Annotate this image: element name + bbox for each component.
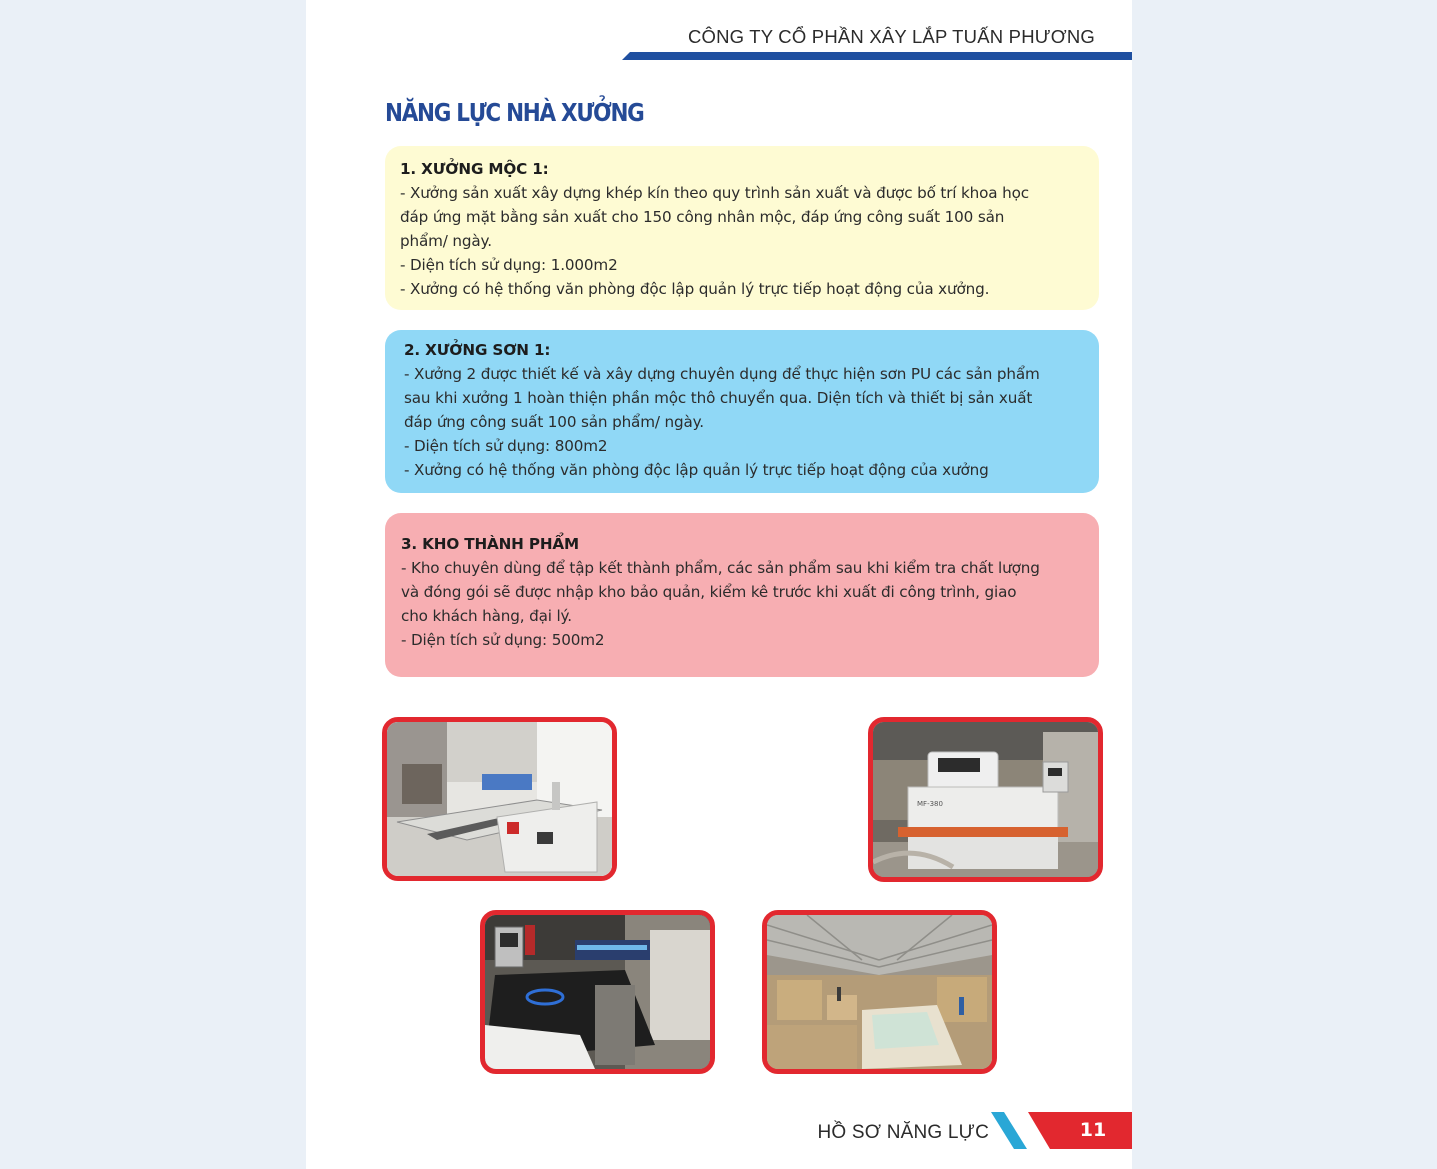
card-finished-goods-warehouse — [385, 513, 1099, 677]
photo-cnc-router — [480, 910, 715, 1074]
card-line: - Diện tích sử dụng: 500m2 — [401, 631, 605, 649]
card-line: - Kho chuyên dùng để tập kết thành phẩm, các sản phẩm sau khi kiểm tra chất lượng — [401, 559, 1040, 577]
cnc-router-image — [485, 915, 710, 1069]
card-line: đáp ứng công suất 100 sản phẩm/ ngày. — [404, 413, 704, 431]
card-line: sau khi xưởng 1 hoàn thiện phần mộc thô chuyển qua. Diện tích và thiết bị sản xuất — [404, 389, 1033, 407]
photo-warehouse-floor — [762, 910, 997, 1074]
company-name: CÔNG TY CỔ PHẦN XÂY LẮP TUẤN PHƯƠNG — [687, 26, 1095, 47]
card-line: - Xưởng sản xuất xây dựng khép kín theo quy trình sản xuất và được bố trí khoa học — [400, 184, 1029, 202]
card-line: phẩm/ ngày. — [400, 232, 492, 250]
card-line: - Diện tích sử dụng: 1.000m2 — [400, 256, 618, 274]
header-accent-bar — [622, 52, 1132, 60]
brochure-page — [306, 0, 1132, 1169]
card-heading: 2. XƯỞNG SƠN 1: — [404, 341, 551, 359]
card-line: - Xưởng có hệ thống văn phòng độc lập quản lý trực tiếp hoạt động của xưởng — [404, 461, 989, 479]
card-line: cho khách hàng, đại lý. — [401, 607, 572, 625]
card-line: - Diện tích sử dụng: 800m2 — [404, 437, 608, 455]
photo-edge-banding-machine — [868, 717, 1103, 882]
machine-label: MF-380 — [917, 800, 943, 808]
footer-label: HỒ SƠ NĂNG LỰC — [817, 1122, 989, 1143]
card-line: - Xưởng 2 được thiết kế và xây dựng chuyên dụng để thực hiện sơn PU các sản phẩm — [404, 365, 1040, 383]
page-number: 11 — [1079, 1119, 1107, 1141]
section-title: NĂNG LỰC NHÀ XƯỞNG — [385, 98, 644, 127]
card-line: - Xưởng có hệ thống văn phòng độc lập quản lý trực tiếp hoạt động của xưởng. — [400, 280, 990, 298]
edge-banding-machine-image — [873, 722, 1098, 877]
panel-saw-image — [387, 722, 612, 876]
card-heading: 3. KHO THÀNH PHẨM — [401, 535, 579, 553]
card-line: và đóng gói sẽ được nhập kho bảo quản, kiểm kê trước khi xuất đi công trình, giao — [401, 583, 1017, 601]
photo-panel-saw — [382, 717, 617, 881]
card-line: đáp ứng mặt bằng sản xuất cho 150 công nhân mộc, đáp ứng công suất 100 sản — [400, 208, 1005, 226]
card-woodworking-workshop — [385, 146, 1099, 310]
card-heading: 1. XƯỞNG MỘC 1: — [400, 160, 549, 178]
warehouse-floor-image — [767, 915, 992, 1069]
card-paint-workshop — [385, 330, 1099, 493]
